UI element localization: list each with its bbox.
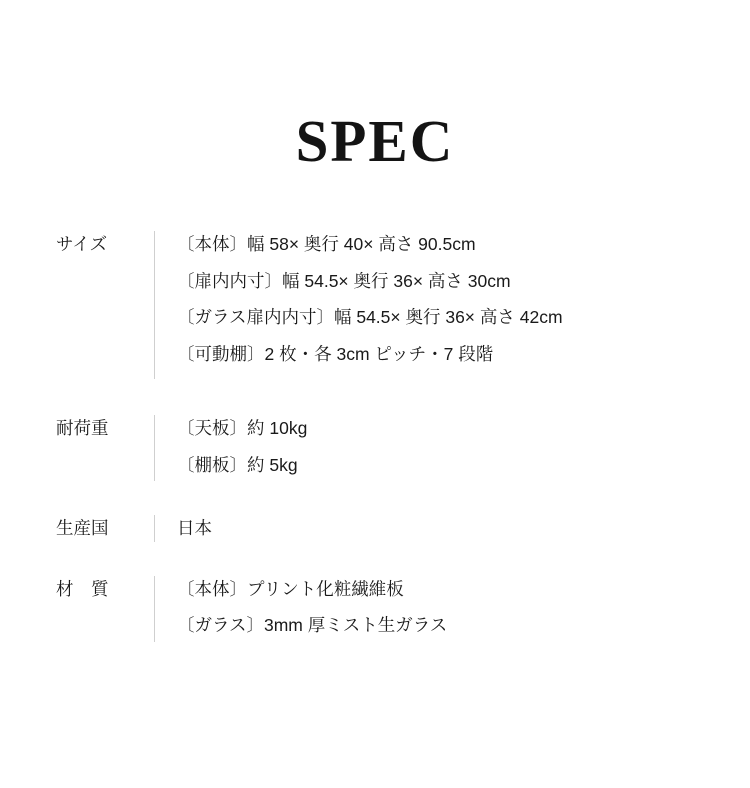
row-divider xyxy=(154,231,155,379)
spec-line: 〔本体〕プリント化粧繊維板 xyxy=(177,578,404,599)
spec-values-size xyxy=(177,231,730,367)
row-divider xyxy=(154,415,155,481)
row-divider xyxy=(154,515,155,542)
spec-row-material xyxy=(56,576,730,642)
spec-label-size: サイズ xyxy=(56,234,108,254)
spec-line: 〔棚板〕約 5kg xyxy=(177,454,298,475)
spec-line: 〔本体〕幅 58× 奥行 40× 高さ 90.5cm xyxy=(177,234,476,254)
spec-values-material xyxy=(177,576,730,639)
spec-label-country: 生産国 xyxy=(56,518,109,538)
spec-values-load-capacity xyxy=(177,415,730,478)
spec-line: 〔ガラス〕3mm 厚ミスト生ガラス xyxy=(177,615,448,636)
spec-label-material: 材 質 xyxy=(56,578,109,599)
spec-values-country xyxy=(177,515,730,542)
spec-label-load-capacity: 耐荷重 xyxy=(56,418,109,438)
row-divider xyxy=(154,576,155,642)
spec-row-country xyxy=(56,515,730,542)
spec-line: 〔ガラス扉内内寸〕幅 54.5× 奥行 36× 高さ 42cm xyxy=(177,307,563,328)
spec-row-load-capacity xyxy=(56,415,730,481)
spec-line: 日本 xyxy=(177,518,212,538)
spec-table xyxy=(0,231,750,642)
spec-line: 〔可動棚〕2 枚・各 3cm ピッチ・7 段階 xyxy=(177,343,494,364)
spec-line: 〔天板〕約 10kg xyxy=(177,418,308,438)
spec-row-size xyxy=(56,231,730,379)
page-title: SPEC xyxy=(295,108,455,174)
spec-line: 〔扉内内寸〕幅 54.5× 奥行 36× 高さ 30cm xyxy=(177,270,511,291)
